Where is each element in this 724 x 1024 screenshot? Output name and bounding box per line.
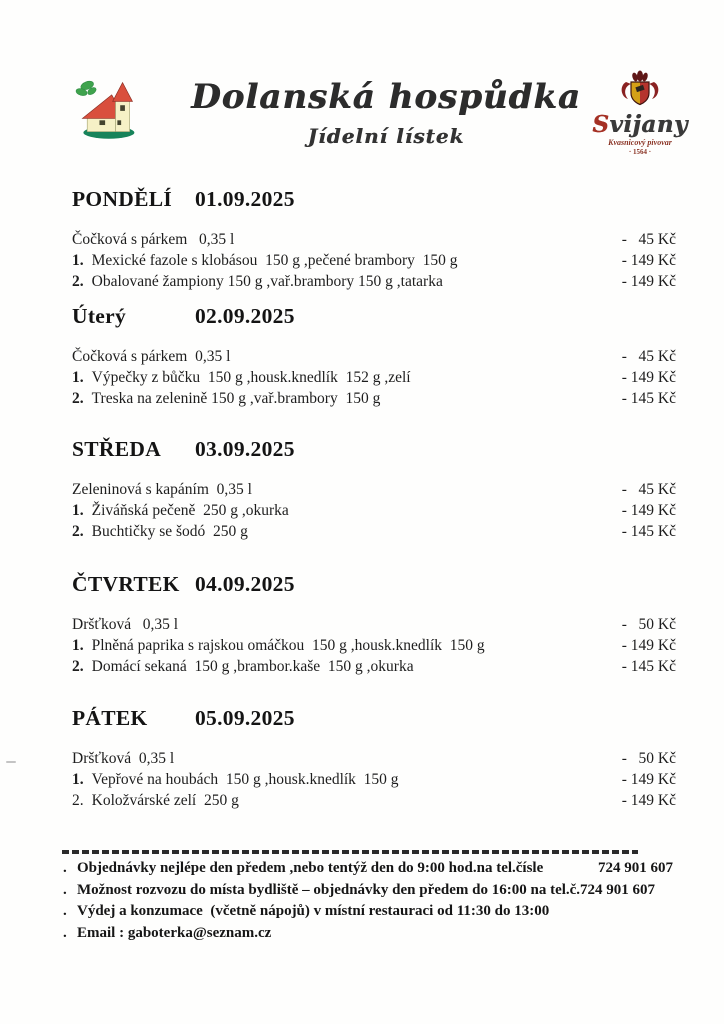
menu-row (72, 656, 676, 677)
item-number: 2. (72, 390, 84, 407)
page-title: Dolanská hospůdka (191, 77, 581, 117)
item-text: Živáňská pečeně 250 g ,okurka (91, 502, 289, 519)
item-number: 1. (72, 252, 84, 269)
item-text: Treska na zelenině 150 g ,vař.brambory 150 g (91, 390, 381, 407)
phone-number: 724 901 607 (598, 860, 673, 876)
item-price: - 149 Kč (621, 771, 676, 788)
item-price: - 149 Kč (621, 252, 676, 269)
day-section-friday (72, 705, 676, 811)
item-number: 1. (72, 637, 84, 654)
item-price: - 145 Kč (621, 658, 676, 675)
item-text: Buchtičky se šodó 250 g (91, 523, 248, 540)
item-number: 1. (72, 771, 84, 788)
menu-items (72, 479, 676, 542)
item-price: - 149 Kč (621, 792, 676, 809)
day-date: 04.09.2025 (195, 572, 295, 596)
brand-name (584, 113, 696, 136)
note-text: Výdej a konzumace (včetně nápojů) v místní restauraci od 11:30 do 13:00 (77, 903, 550, 919)
brand-tagline: Kvasnicový pivovar (608, 138, 672, 147)
day-name: PONDĚLÍ (72, 187, 173, 211)
bullet-dot: . (63, 903, 67, 919)
item-price: - 149 Kč (621, 637, 676, 654)
brand-initial: S (592, 111, 610, 138)
day-name: PÁTEK (72, 706, 148, 730)
menu-row (72, 635, 676, 656)
item-price: - 149 Kč (621, 369, 676, 386)
scan-artifact (6, 761, 16, 763)
footer-note-serving (63, 901, 673, 923)
bullet-dot: . (63, 881, 67, 898)
item-text: Domácí sekaná 150 g ,brambor.kaše 150 g ,okurka (91, 658, 414, 675)
bullet-dot: . (63, 860, 67, 876)
item-text: Čočková s párkem 0,35 l (72, 348, 231, 365)
day-date: 01.09.2025 (195, 187, 295, 211)
item-text: Plněná paprika s rajskou omáčkou 150 g ,housk.knedlík 150 g (91, 637, 485, 654)
item-text: Čočková s párkem 0,35 l (72, 231, 235, 248)
day-heading (72, 705, 676, 731)
item-price: - 45 Kč (621, 231, 676, 248)
day-heading (72, 303, 676, 329)
menu-items (72, 346, 676, 409)
day-heading (72, 186, 676, 212)
menu-row-soup (72, 229, 676, 250)
item-text: Mexické fazole s klobásou 150 g ,pečené brambory 150 g (91, 252, 458, 269)
svijany-crest-icon (584, 70, 696, 112)
brand-year: · 1564 · (628, 148, 652, 156)
day-name: Úterý (72, 304, 127, 328)
day-date: 03.09.2025 (195, 437, 295, 461)
day-section-thursday (72, 571, 676, 677)
item-text: Vepřové na houbách 150 g ,housk.knedlík 150 g (91, 771, 399, 788)
footer-notes (63, 858, 673, 944)
menu-row (72, 250, 676, 271)
menu-row (72, 500, 676, 521)
day-name: ČTVRTEK (72, 572, 180, 596)
note-text: Možnost rozvozu do místa bydliště – objednávky den předem do 16:00 na tel.č.724 901 607 (77, 881, 656, 898)
page-subtitle: Jídelní lístek (307, 123, 465, 148)
item-text: Dršťková 0,35 l (72, 750, 175, 767)
item-text: Koložvárské zelí 250 g (91, 792, 239, 809)
bullet-dot: . (63, 924, 67, 941)
item-price: - 50 Kč (621, 750, 676, 767)
item-price: - 45 Kč (621, 348, 676, 365)
item-price: - 50 Kč (621, 616, 676, 633)
day-section-monday (72, 186, 676, 292)
menu-row (72, 367, 676, 388)
day-section-tuesday (72, 303, 676, 409)
menu-row-soup (72, 748, 676, 769)
menu-items (72, 748, 676, 811)
item-number: 2. (72, 273, 84, 290)
day-heading (72, 436, 676, 462)
menu-row-soup (72, 479, 676, 500)
menu-row (72, 271, 676, 292)
item-number: 2. (72, 658, 84, 675)
menu-row-soup (72, 614, 676, 635)
menu-row (72, 790, 676, 811)
dashed-divider (62, 850, 638, 854)
item-number: 1. (72, 502, 84, 519)
item-text: Zeleninová s kapáním 0,35 l (72, 481, 252, 498)
menu-items (72, 229, 676, 292)
day-heading (72, 571, 676, 597)
item-price: - 145 Kč (621, 523, 676, 540)
footer-note-orders (63, 858, 673, 880)
menu-row (72, 521, 676, 542)
menu-items (72, 614, 676, 677)
brand-rest: vijany (609, 111, 688, 138)
day-date: 05.09.2025 (195, 706, 295, 730)
item-price: - 149 Kč (621, 502, 676, 519)
item-number: 2. (72, 523, 84, 540)
menu-row (72, 388, 676, 409)
day-section-wednesday (72, 436, 676, 542)
item-price: - 149 Kč (621, 273, 676, 290)
item-number: 2. (72, 792, 84, 809)
item-text: Výpečky z bůčku 150 g ,housk.knedlík 152 g ,zelí (91, 369, 411, 386)
restaurant-church-logo-icon (74, 76, 140, 142)
email-text: Email : gaboterka@seznam.cz (77, 924, 272, 941)
menu-row-soup (72, 346, 676, 367)
svijany-brand-logo (584, 70, 696, 156)
footer-note-email (63, 923, 673, 945)
note-text: Objednávky nejlépe den předem ,nebo tentýž den do 9:00 hod.na tel.čísle (77, 860, 544, 876)
item-price: - 145 Kč (621, 390, 676, 407)
item-number: 1. (72, 369, 84, 386)
item-price: - 45 Kč (621, 481, 676, 498)
menu-row (72, 769, 676, 790)
item-text: Obalované žampiony 150 g ,vař.brambory 150 g ,tatarka (91, 273, 443, 290)
footer-note-delivery (63, 880, 673, 902)
day-name: STŘEDA (72, 437, 162, 461)
day-date: 02.09.2025 (195, 304, 295, 328)
title-block (168, 77, 604, 148)
item-text: Dršťková 0,35 l (72, 616, 179, 633)
